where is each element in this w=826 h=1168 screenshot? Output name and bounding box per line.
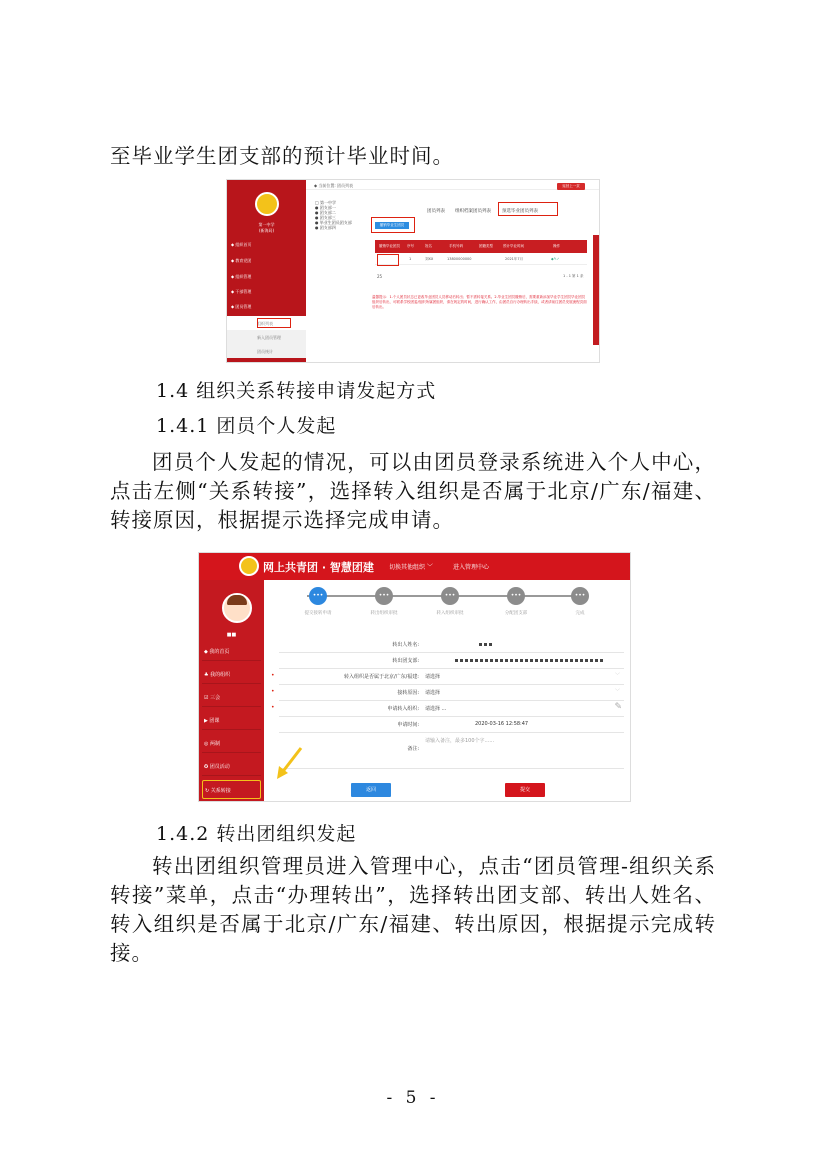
heading-1-4-1: 1.4.1 团员个人发起 <box>156 415 337 437</box>
chevron-down-icon[interactable]: ﹀ <box>614 673 620 679</box>
column-header: 手机号码 <box>449 244 463 248</box>
field-reason-select[interactable] <box>271 685 624 701</box>
edit-icon[interactable]: ✎ <box>614 702 622 712</box>
enter-manage-link[interactable]: 进入管理中心 <box>453 564 490 571</box>
league-logo-icon <box>255 192 279 216</box>
para-1-4-2: 转出团组织管理员进入管理中心，点击“团员管理-组织关系转接”菜单，点击“办理转出”，选择转出团支部、转出人姓名、转入组织是否属于北京/广东/福建、转出原因，根据提示完成转接。 <box>110 854 716 965</box>
page-number: - 5 - <box>386 1088 440 1108</box>
redacted-value <box>479 643 493 646</box>
org-sub: (新海局) <box>258 228 275 233</box>
table-cell: 刘XX <box>425 257 434 261</box>
menu-relation-transfer[interactable]: ↻ 关系转接 <box>202 780 261 799</box>
avatar[interactable] <box>222 593 252 623</box>
column-header: 操作 <box>553 244 560 248</box>
field-label: 接转原因: <box>397 690 419 696</box>
column-header: 预计毕业时间 <box>503 244 524 248</box>
breadcrumb: ◆ 当前位置: 团员列表 <box>306 180 600 190</box>
pager-info: 1 - 1 第 1 条 <box>563 274 584 278</box>
back-button[interactable]: 返回上一页 <box>557 183 585 190</box>
menu-two-systems[interactable]: ◎ 两制 <box>202 734 261 753</box>
app-title: 网上共青团 · 智慧团建 <box>263 561 374 574</box>
menu-courses[interactable]: ▶ 团课 <box>202 711 261 730</box>
tree-node[interactable]: □ 第一中学 <box>315 200 337 205</box>
column-header: 序号 <box>407 244 414 248</box>
table-cell: 1 <box>409 257 412 261</box>
sidebar <box>199 580 264 802</box>
step-1-icon: ••• <box>309 587 327 605</box>
column-header: 姓名 <box>425 244 432 248</box>
tree-node[interactable]: ● 团支部二 <box>315 210 336 215</box>
required-mark: • <box>271 688 275 695</box>
switch-org-link[interactable]: 切换其他组织 ﹀ <box>389 564 433 571</box>
step-4-icon: ••• <box>507 587 525 605</box>
org-name: 第一中学 <box>258 222 275 227</box>
step-label: 提交接转申请 <box>304 611 332 616</box>
field-label: 申请时间: <box>397 722 419 728</box>
highlight-box <box>498 202 558 216</box>
field-label: 申请转入组织: <box>387 706 419 712</box>
row-actions[interactable]: ◆✎✓ <box>551 257 560 261</box>
tree-node[interactable]: ● 团支部一 <box>315 205 336 210</box>
intro-line: 至毕业学生团支部的预计毕业时间。 <box>110 144 454 168</box>
step-3-icon: ••• <box>441 587 459 605</box>
sidebar <box>227 180 306 363</box>
menu-home[interactable]: ◆ 我的首页 <box>202 642 261 661</box>
submenu-new-members[interactable]: 新入团员管理 <box>227 330 306 344</box>
menu-cadre[interactable]: ◆ 干部管理 <box>231 289 252 294</box>
required-mark: • <box>271 672 275 679</box>
tab-graduate-list[interactable]: 预选毕业团员列表 <box>502 209 538 214</box>
tab-member-list[interactable]: 团员列表 <box>427 209 445 214</box>
menu-org-home[interactable]: ◆ 组织首页 <box>231 242 252 247</box>
league-logo-icon <box>239 556 259 576</box>
submenu-org-list[interactable]: 组织列表 <box>227 316 306 330</box>
org-tree[interactable] <box>315 200 375 230</box>
yellow-arrow-icon <box>275 746 303 780</box>
menu-member[interactable]: ◆ 团员管理 <box>231 304 252 309</box>
field-label: 转入组织是否属于北京/广东/福建: <box>343 674 419 680</box>
field-remark[interactable] <box>279 733 624 769</box>
chevron-down-icon[interactable]: ﹀ <box>614 689 620 695</box>
redacted-value <box>455 659 605 662</box>
table-cell: 13800000000 <box>447 257 472 261</box>
graduate-list-screenshot <box>226 179 600 363</box>
field-label: 转出人姓名: <box>392 642 419 648</box>
tab-archive-list[interactable]: 组织档案团员列表 <box>455 209 491 214</box>
submenu-stats[interactable]: 团员统计 <box>227 344 306 358</box>
target-org-select[interactable]: 请选择 ... <box>425 706 447 712</box>
highlight-box <box>371 217 415 233</box>
tips-text: 温馨提示：1.个人团员状态已更改毕业团员人员移动后转出；暂不需转接关系。2.毕业生团员撤销后，需要重新添加毕业学生团员毕业团员组织后转出，可联系学校团委/组织所属团组织，请在规定的时间，进行确认工作，由团员自行办理转出手续，或者请前往团员发展流程页面后转出。 <box>372 295 587 309</box>
step-label: 分配团支部 <box>504 611 528 616</box>
heading-1-4: 1.4 组织关系转接申请发起方式 <box>156 380 437 402</box>
field-region-select[interactable] <box>271 669 624 685</box>
tree-node[interactable]: ● 团支部三 <box>315 215 336 220</box>
back-button[interactable]: 返回 <box>351 783 391 797</box>
field-label: 转出团支部: <box>392 658 419 664</box>
table-header <box>375 240 587 253</box>
right-float-bar[interactable] <box>593 235 600 345</box>
step-label: 完成 <box>575 611 585 616</box>
table-row[interactable] <box>375 253 587 265</box>
menu-three-meetings[interactable]: ☑ 三会 <box>202 688 261 707</box>
user-name: ■■ <box>226 632 237 638</box>
table-cell: 2021年7月 <box>505 257 524 261</box>
remark-textarea[interactable]: 请输入备注，最多100个字...... <box>425 738 495 744</box>
menu-org-manage[interactable]: ◆ 组织管理 <box>231 274 252 279</box>
column-header: 团籍类型 <box>479 244 493 248</box>
tree-node[interactable]: ● 毕业生团员团支部 <box>315 220 352 225</box>
transfer-apply-screenshot <box>198 552 631 802</box>
region-select[interactable]: 请选择 <box>425 674 441 680</box>
highlight-box <box>377 254 399 266</box>
apply-time-value: 2020-03-16 12:58:47 <box>475 721 529 727</box>
revoke-graduate-button[interactable]: 撤销毕业生团员 <box>375 222 409 229</box>
menu-education[interactable]: ◆ 教育党团 <box>231 258 252 263</box>
step-label: 转入组织审批 <box>436 611 464 616</box>
app-header <box>199 553 631 580</box>
page-size[interactable]: 25 <box>377 274 383 279</box>
tree-node[interactable]: ● 团支部四 <box>315 225 336 230</box>
heading-1-4-2: 1.4.2 转出团组织发起 <box>156 823 357 845</box>
field-target-org[interactable] <box>271 701 624 717</box>
highlight-box <box>257 318 291 328</box>
step-2-icon: ••• <box>375 587 393 605</box>
field-label: 备注: <box>407 746 419 752</box>
step-label: 转出组织审批 <box>370 611 398 616</box>
field-transfer-person <box>279 637 624 653</box>
field-from-branch <box>279 653 624 669</box>
column-header: 撤销毕业团员 <box>379 244 400 248</box>
submit-button[interactable]: 提交 <box>505 783 545 797</box>
field-apply-time <box>279 717 624 733</box>
reason-select[interactable]: 请选择 <box>425 690 441 696</box>
menu-my-org[interactable]: ♣ 我的组织 <box>202 665 261 684</box>
menu-activities[interactable]: ✪ 团员活动 <box>202 757 261 776</box>
step-5-icon: ••• <box>571 587 589 605</box>
para-1-4-1: 团员个人发起的情况，可以由团员登录系统进入个人中心，点击左侧“关系转接”，选择转入组织是否属于北京/广东/福建、转接原因，根据提示选择完成申请。 <box>110 450 716 532</box>
required-mark: • <box>271 704 275 711</box>
